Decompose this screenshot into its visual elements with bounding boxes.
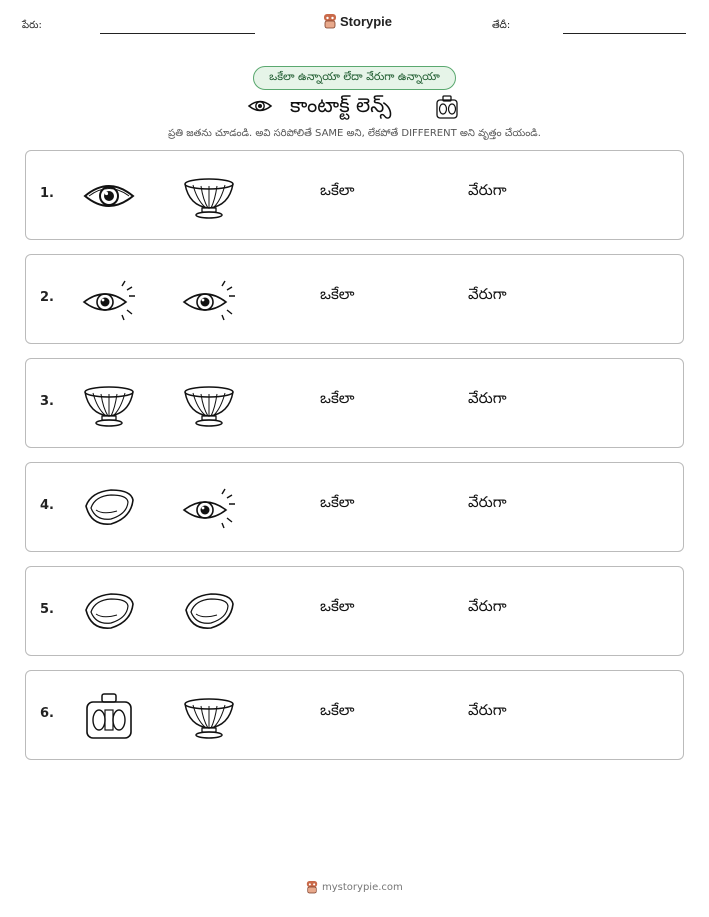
question-row — [25, 358, 684, 448]
brand-name: Storypie — [340, 13, 393, 29]
question-row — [25, 670, 684, 760]
same-option[interactable]: ఒకేలా — [320, 597, 355, 615]
same-option[interactable]: ఒకేలా — [320, 389, 355, 407]
question-number: 5. — [40, 602, 54, 617]
different-option[interactable]: వేరుగా — [468, 389, 507, 407]
eye-sparkle-icon — [81, 276, 137, 324]
question-number: 3. — [40, 394, 54, 409]
brand-logo — [323, 13, 392, 29]
question-number: 6. — [40, 706, 54, 721]
name-line[interactable] — [100, 33, 255, 34]
date-line[interactable] — [563, 33, 686, 34]
question-number: 2. — [40, 290, 54, 305]
lens-case-icon — [434, 94, 460, 120]
different-option[interactable]: వేరుగా — [468, 285, 507, 303]
question-number: 4. — [40, 498, 54, 513]
storypie-mascot-icon — [323, 13, 337, 29]
question-number: 1. — [40, 186, 54, 201]
eye-icon — [247, 97, 273, 115]
name-label: పేరు: — [22, 20, 42, 31]
different-option[interactable]: వేరుగా — [468, 181, 507, 199]
eye-sparkle-icon — [181, 484, 237, 532]
same-option[interactable]: ఒకేలా — [320, 493, 355, 511]
subtitle-pill: ఒకేలా ఉన్నాయా లేదా వేరుగా ఉన్నాయా — [253, 66, 456, 90]
bowl-icon — [81, 380, 137, 428]
question-row — [25, 462, 684, 552]
contact-lens-icon — [81, 588, 137, 636]
question-row — [25, 566, 684, 656]
storypie-mascot-icon — [306, 880, 318, 894]
footer-url: mystorypie.com — [322, 881, 403, 893]
question-row — [25, 254, 684, 344]
bowl-icon — [181, 692, 237, 740]
contact-lens-icon — [81, 484, 137, 532]
page-title: కాంటాక్ట్ లెన్స్ — [290, 93, 392, 117]
eye-icon — [81, 172, 137, 220]
different-option[interactable]: వేరుగా — [468, 701, 507, 719]
different-option[interactable]: వేరుగా — [468, 597, 507, 615]
date-label: తేదీ: — [492, 20, 511, 31]
bowl-icon — [181, 380, 237, 428]
title-row — [0, 92, 709, 120]
contact-lens-icon — [181, 588, 237, 636]
lens-case-icon — [81, 692, 137, 740]
same-option[interactable]: ఒకేలా — [320, 181, 355, 199]
different-option[interactable]: వేరుగా — [468, 493, 507, 511]
footer — [306, 880, 403, 894]
question-row — [25, 150, 684, 240]
same-option[interactable]: ఒకేలా — [320, 701, 355, 719]
eye-sparkle-icon — [181, 276, 237, 324]
same-option[interactable]: ఒకేలా — [320, 285, 355, 303]
instruction-text: ప్రతి జతను చూడండి. అవి సరిపోలితే SAME అని, లేకపోతే DIFFERENT అని వృత్తం చేయండి. — [168, 128, 541, 139]
bowl-icon — [181, 172, 237, 220]
